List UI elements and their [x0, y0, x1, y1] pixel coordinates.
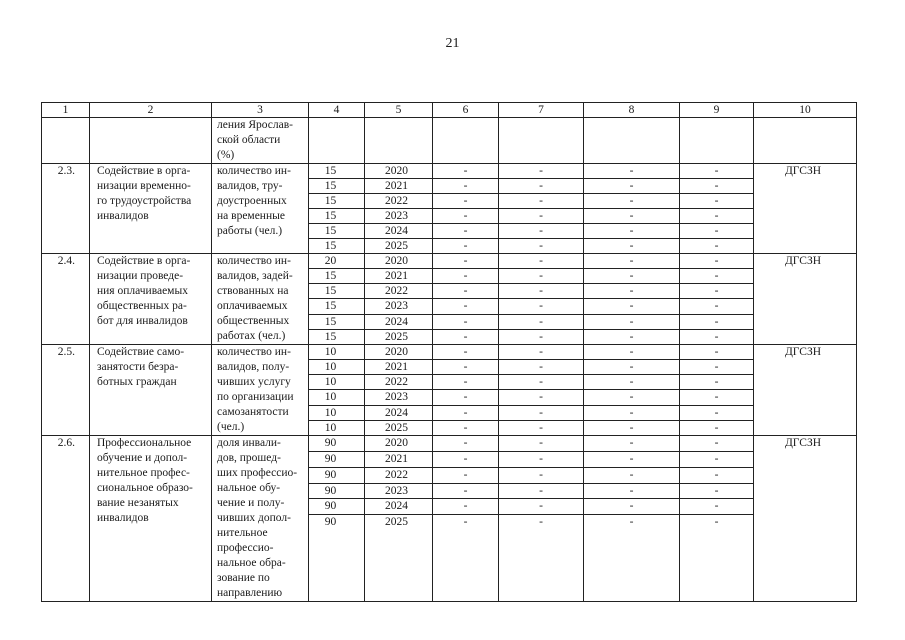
column-6-cell: -	[433, 224, 499, 239]
column-8-cell: -	[584, 194, 680, 209]
indicator-value: 10	[309, 420, 365, 435]
column-8-cell: -	[584, 209, 680, 224]
indicator-description: доля инвали- дов, прошед- ших профессио- нальное обу- чение и полу- чивших допол- нительное профессио- нальное обра- зование по направлению	[212, 436, 309, 602]
year-cell: 2020	[365, 345, 433, 360]
indicator-value: 90	[309, 483, 365, 499]
column-6-cell: -	[433, 345, 499, 360]
continuation-row	[42, 118, 857, 164]
column-8-cell: -	[584, 390, 680, 405]
indicator-value: 15	[309, 329, 365, 344]
indicator-description: количество ин- валидов, задей- ствованных на оплачиваемых общественных работах (чел.)	[212, 254, 309, 345]
column-8-cell: -	[584, 164, 680, 179]
column-6-cell: -	[433, 420, 499, 435]
year-cell: 2024	[365, 405, 433, 420]
indicator-value: 15	[309, 314, 365, 329]
column-7-cell: -	[499, 420, 584, 435]
column-8-cell: -	[584, 467, 680, 483]
column-8-cell: -	[584, 436, 680, 452]
table-row	[42, 436, 857, 452]
column-header: 7	[499, 103, 584, 118]
year-cell: 2023	[365, 299, 433, 314]
year-cell: 2023	[365, 483, 433, 499]
indicator-value: 10	[309, 345, 365, 360]
column-6-cell: -	[433, 390, 499, 405]
measure-name: Содействие в орга- низации проведе- ния оплачиваемых общественных ра- бот для инвалидов	[90, 254, 212, 345]
column-header: 9	[680, 103, 754, 118]
column-8-cell: -	[584, 451, 680, 467]
indicator-value: 20	[309, 254, 365, 269]
year-cell: 2022	[365, 467, 433, 483]
column-7-cell: -	[499, 345, 584, 360]
column-7-cell: -	[499, 375, 584, 390]
column-6-cell: -	[433, 254, 499, 269]
column-9-cell: -	[680, 209, 754, 224]
column-9-cell: -	[680, 269, 754, 284]
indicator-value: 15	[309, 284, 365, 299]
column-8-cell: -	[584, 360, 680, 375]
column-9-cell: -	[680, 179, 754, 194]
year-cell: 2021	[365, 179, 433, 194]
column-9-cell: -	[680, 515, 754, 602]
column-9-cell: -	[680, 224, 754, 239]
column-7-cell: -	[499, 360, 584, 375]
year-cell: 2021	[365, 360, 433, 375]
column-9-cell: -	[680, 467, 754, 483]
column-8-cell: -	[584, 345, 680, 360]
column-7-cell: -	[499, 390, 584, 405]
column-9-cell: -	[680, 284, 754, 299]
column-9-cell: -	[680, 375, 754, 390]
year-cell: 2025	[365, 515, 433, 602]
column-7-cell: -	[499, 224, 584, 239]
column-7-cell: -	[499, 329, 584, 344]
year-cell: 2023	[365, 390, 433, 405]
column-6-cell: -	[433, 360, 499, 375]
column-8-cell: -	[584, 499, 680, 515]
column-9-cell: -	[680, 451, 754, 467]
column-8-cell: -	[584, 405, 680, 420]
year-cell: 2025	[365, 239, 433, 254]
indicator-value: 90	[309, 515, 365, 602]
column-header: 5	[365, 103, 433, 118]
column-header: 2	[90, 103, 212, 118]
column-7-cell: -	[499, 499, 584, 515]
measure-number: 2.4.	[42, 254, 90, 345]
page-number: 21	[445, 36, 460, 51]
column-6-cell: -	[433, 284, 499, 299]
column-8-cell: -	[584, 375, 680, 390]
column-6-cell: -	[433, 375, 499, 390]
year-cell: 2021	[365, 269, 433, 284]
column-8-cell: -	[584, 329, 680, 344]
column-8-cell: -	[584, 299, 680, 314]
year-cell: 2024	[365, 499, 433, 515]
column-header: 6	[433, 103, 499, 118]
executor: ДГСЗН	[754, 254, 857, 345]
column-9-cell: -	[680, 345, 754, 360]
column-6-cell: -	[433, 314, 499, 329]
indicator-description: количество ин- валидов, полу- чивших услугу по организации самозанятости (чел.)	[212, 345, 309, 436]
year-cell: 2024	[365, 224, 433, 239]
table-row	[42, 345, 857, 360]
table-row	[42, 254, 857, 269]
column-6-cell: -	[433, 179, 499, 194]
column-6-cell: -	[433, 239, 499, 254]
column-9-cell: -	[680, 483, 754, 499]
column-8-cell: -	[584, 179, 680, 194]
column-header: 1	[42, 103, 90, 118]
column-7-cell: -	[499, 179, 584, 194]
column-number-row	[42, 103, 857, 118]
column-7-cell: -	[499, 209, 584, 224]
column-9-cell: -	[680, 390, 754, 405]
year-cell: 2020	[365, 436, 433, 452]
column-header: 4	[309, 103, 365, 118]
indicator-value: 90	[309, 467, 365, 483]
column-9-cell: -	[680, 194, 754, 209]
column-9-cell: -	[680, 239, 754, 254]
year-cell: 2022	[365, 375, 433, 390]
column-8-cell: -	[584, 224, 680, 239]
measure-name: Содействие в орга- низации временно- го трудоустройства инвалидов	[90, 164, 212, 254]
column-header: 8	[584, 103, 680, 118]
column-6-cell: -	[433, 515, 499, 602]
column-7-cell: -	[499, 194, 584, 209]
year-cell: 2021	[365, 451, 433, 467]
column-7-cell: -	[499, 284, 584, 299]
column-8-cell: -	[584, 254, 680, 269]
column-9-cell: -	[680, 329, 754, 344]
indicator-value: 15	[309, 194, 365, 209]
table-row	[42, 164, 857, 179]
column-8-cell: -	[584, 483, 680, 499]
column-7-cell: -	[499, 164, 584, 179]
column-6-cell: -	[433, 194, 499, 209]
column-7-cell: -	[499, 299, 584, 314]
column-6-cell: -	[433, 299, 499, 314]
column-header: 3	[212, 103, 309, 118]
executor: ДГСЗН	[754, 436, 857, 602]
year-cell: 2023	[365, 209, 433, 224]
column-7-cell: -	[499, 451, 584, 467]
indicator-value: 10	[309, 360, 365, 375]
indicator-value: 90	[309, 499, 365, 515]
measure-number: 2.6.	[42, 436, 90, 602]
column-9-cell: -	[680, 164, 754, 179]
column-9-cell: -	[680, 436, 754, 452]
measure-number: 2.3.	[42, 164, 90, 254]
column-6-cell: -	[433, 451, 499, 467]
column-header: 10	[754, 103, 857, 118]
measure-name: Содействие само- занятости безра- ботных граждан	[90, 345, 212, 436]
column-6-cell: -	[433, 164, 499, 179]
year-cell: 2022	[365, 194, 433, 209]
column-7-cell: -	[499, 314, 584, 329]
column-8-cell: -	[584, 515, 680, 602]
indicator-value: 90	[309, 436, 365, 452]
executor: ДГСЗН	[754, 164, 857, 254]
year-cell: 2020	[365, 254, 433, 269]
column-6-cell: -	[433, 329, 499, 344]
indicator-value: 15	[309, 239, 365, 254]
column-9-cell: -	[680, 420, 754, 435]
column-6-cell: -	[433, 499, 499, 515]
column-8-cell: -	[584, 239, 680, 254]
indicator-value: 10	[309, 375, 365, 390]
indicator-value: 15	[309, 209, 365, 224]
column-6-cell: -	[433, 467, 499, 483]
indicator-value: 15	[309, 164, 365, 179]
year-cell: 2022	[365, 284, 433, 299]
column-8-cell: -	[584, 420, 680, 435]
column-7-cell: -	[499, 254, 584, 269]
column-9-cell: -	[680, 314, 754, 329]
column-9-cell: -	[680, 405, 754, 420]
column-7-cell: -	[499, 436, 584, 452]
column-6-cell: -	[433, 483, 499, 499]
indicator-value: 15	[309, 269, 365, 284]
column-6-cell: -	[433, 269, 499, 284]
executor: ДГСЗН	[754, 345, 857, 436]
column-7-cell: -	[499, 239, 584, 254]
column-8-cell: -	[584, 314, 680, 329]
column-7-cell: -	[499, 515, 584, 602]
year-cell: 2025	[365, 329, 433, 344]
column-7-cell: -	[499, 467, 584, 483]
measure-number: 2.5.	[42, 345, 90, 436]
column-7-cell: -	[499, 269, 584, 284]
indicator-value: 15	[309, 179, 365, 194]
year-cell: 2024	[365, 314, 433, 329]
measure-name: Профессиональное обучение и допол- нительное профес- сиональное образо- вание незанятых инвалидов	[90, 436, 212, 602]
measures-table	[41, 102, 857, 602]
column-9-cell: -	[680, 254, 754, 269]
column-6-cell: -	[433, 405, 499, 420]
continuation-indicator: ления Ярослав- ской области (%)	[212, 118, 309, 164]
column-8-cell: -	[584, 269, 680, 284]
indicator-value: 10	[309, 390, 365, 405]
indicator-description: количество ин- валидов, тру- доустроенных на временные работы (чел.)	[212, 164, 309, 254]
column-6-cell: -	[433, 209, 499, 224]
column-7-cell: -	[499, 483, 584, 499]
column-9-cell: -	[680, 360, 754, 375]
indicator-value: 15	[309, 224, 365, 239]
year-cell: 2020	[365, 164, 433, 179]
column-7-cell: -	[499, 405, 584, 420]
column-9-cell: -	[680, 499, 754, 515]
column-6-cell: -	[433, 436, 499, 452]
column-8-cell: -	[584, 284, 680, 299]
indicator-value: 10	[309, 405, 365, 420]
indicator-value: 15	[309, 299, 365, 314]
column-9-cell: -	[680, 299, 754, 314]
year-cell: 2025	[365, 420, 433, 435]
indicator-value: 90	[309, 451, 365, 467]
